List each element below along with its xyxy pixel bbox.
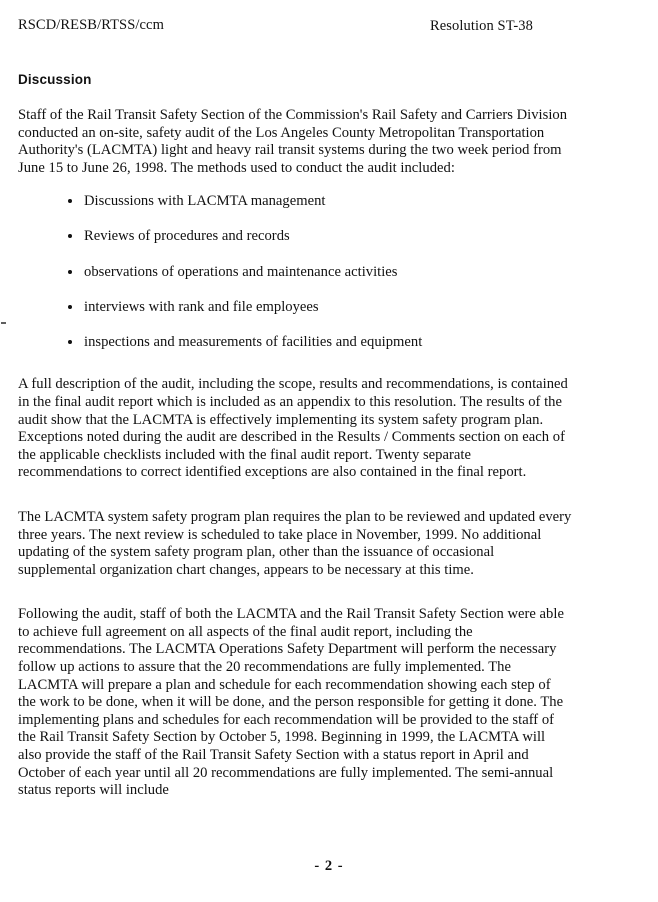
spacer — [18, 498, 572, 509]
bullet-icon — [68, 305, 72, 309]
running-head — [18, 17, 640, 37]
spacer — [18, 595, 572, 606]
list-item — [18, 334, 572, 352]
list-item-label: observations of operations and maintenance activities — [84, 263, 398, 280]
header-resolution-number: Resolution ST-38 — [430, 18, 533, 34]
list-item — [18, 264, 572, 282]
page-number-footer: - 2 - — [314, 858, 344, 874]
bullet-icon — [68, 199, 72, 203]
scan-artifact-speck — [1, 322, 6, 324]
list-item-label: interviews with rank and file employees — [84, 298, 319, 315]
spacer — [18, 365, 572, 376]
list-item-label: inspections and measurements of facilities and equipment — [84, 333, 423, 350]
paragraph-program-plan: The LACMTA system safety program plan requires the plan to be reviewed and updated every three years. The next review is scheduled to take place in November, 1999. No additional updating of the system safety program plan, other than the issuance of occasional supplemental organization chart changes, appears to be necessary at this time. — [18, 508, 572, 578]
document-body — [18, 72, 572, 800]
methods-list — [18, 193, 572, 351]
bullet-icon — [68, 270, 72, 274]
paragraph-intro: Staff of the Rail Transit Safety Section of the Commission's Rail Safety and Carriers Division conducted an on-site, safety audit of the Los Angeles County Metropolitan Transportation Authority's (LACMTA) light and heavy rail transit systems during the two week period from June 15 to June 26, 1998. The methods used to conduct the audit included: — [18, 107, 568, 176]
paragraph-audit-description: A full description of the audit, including the scope, results and recommendations, is contained in the final audit report which is included as an appendix to this resolution. The results of the audit show that the LACMTA is effectively implementing its system safety program plan. Exceptions noted during the audit are described in the Results / Comments section on each of the applicable checklists included with the final audit report. Twenty separate recommendations to correct identified exceptions are also contained in the final report. — [18, 376, 568, 481]
list-item — [18, 299, 572, 317]
list-item — [18, 193, 572, 211]
bullet-icon — [68, 340, 72, 344]
header-document-code: RSCD/RESB/RTSS/ccm — [18, 17, 164, 33]
list-item-label: Reviews of procedures and records — [84, 228, 290, 245]
paragraph-followup: Following the audit, staff of both the LACMTA and the Rail Transit Safety Section were able to achieve full agreement on all aspects of the final audit report, including the recommendations. The LACMTA Operations Safety Department will perform the necessary follow up actions to assure that the 20 recommendations are fully implemented. The LACMTA will prepare a plan and schedule for each recommendation showing each step of the work to be done, when it will be done, and the person responsible for getting it done. The implementing plans and schedules for each recommendation will be provided to the staff of the Rail Transit Safety Section by October 5, 1998. Beginning in 1999, the LACMTA will also provide the staff of the Rail Transit Safety Section with a status report in April and October of each year until all 20 recommendations are fully implemented. The semi-annual status reports will include — [18, 606, 564, 799]
section-heading-discussion: Discussion — [18, 72, 92, 87]
list-item — [18, 228, 572, 246]
list-item-label: Discussions with LACMTA management — [84, 193, 326, 210]
bullet-icon — [68, 234, 72, 238]
